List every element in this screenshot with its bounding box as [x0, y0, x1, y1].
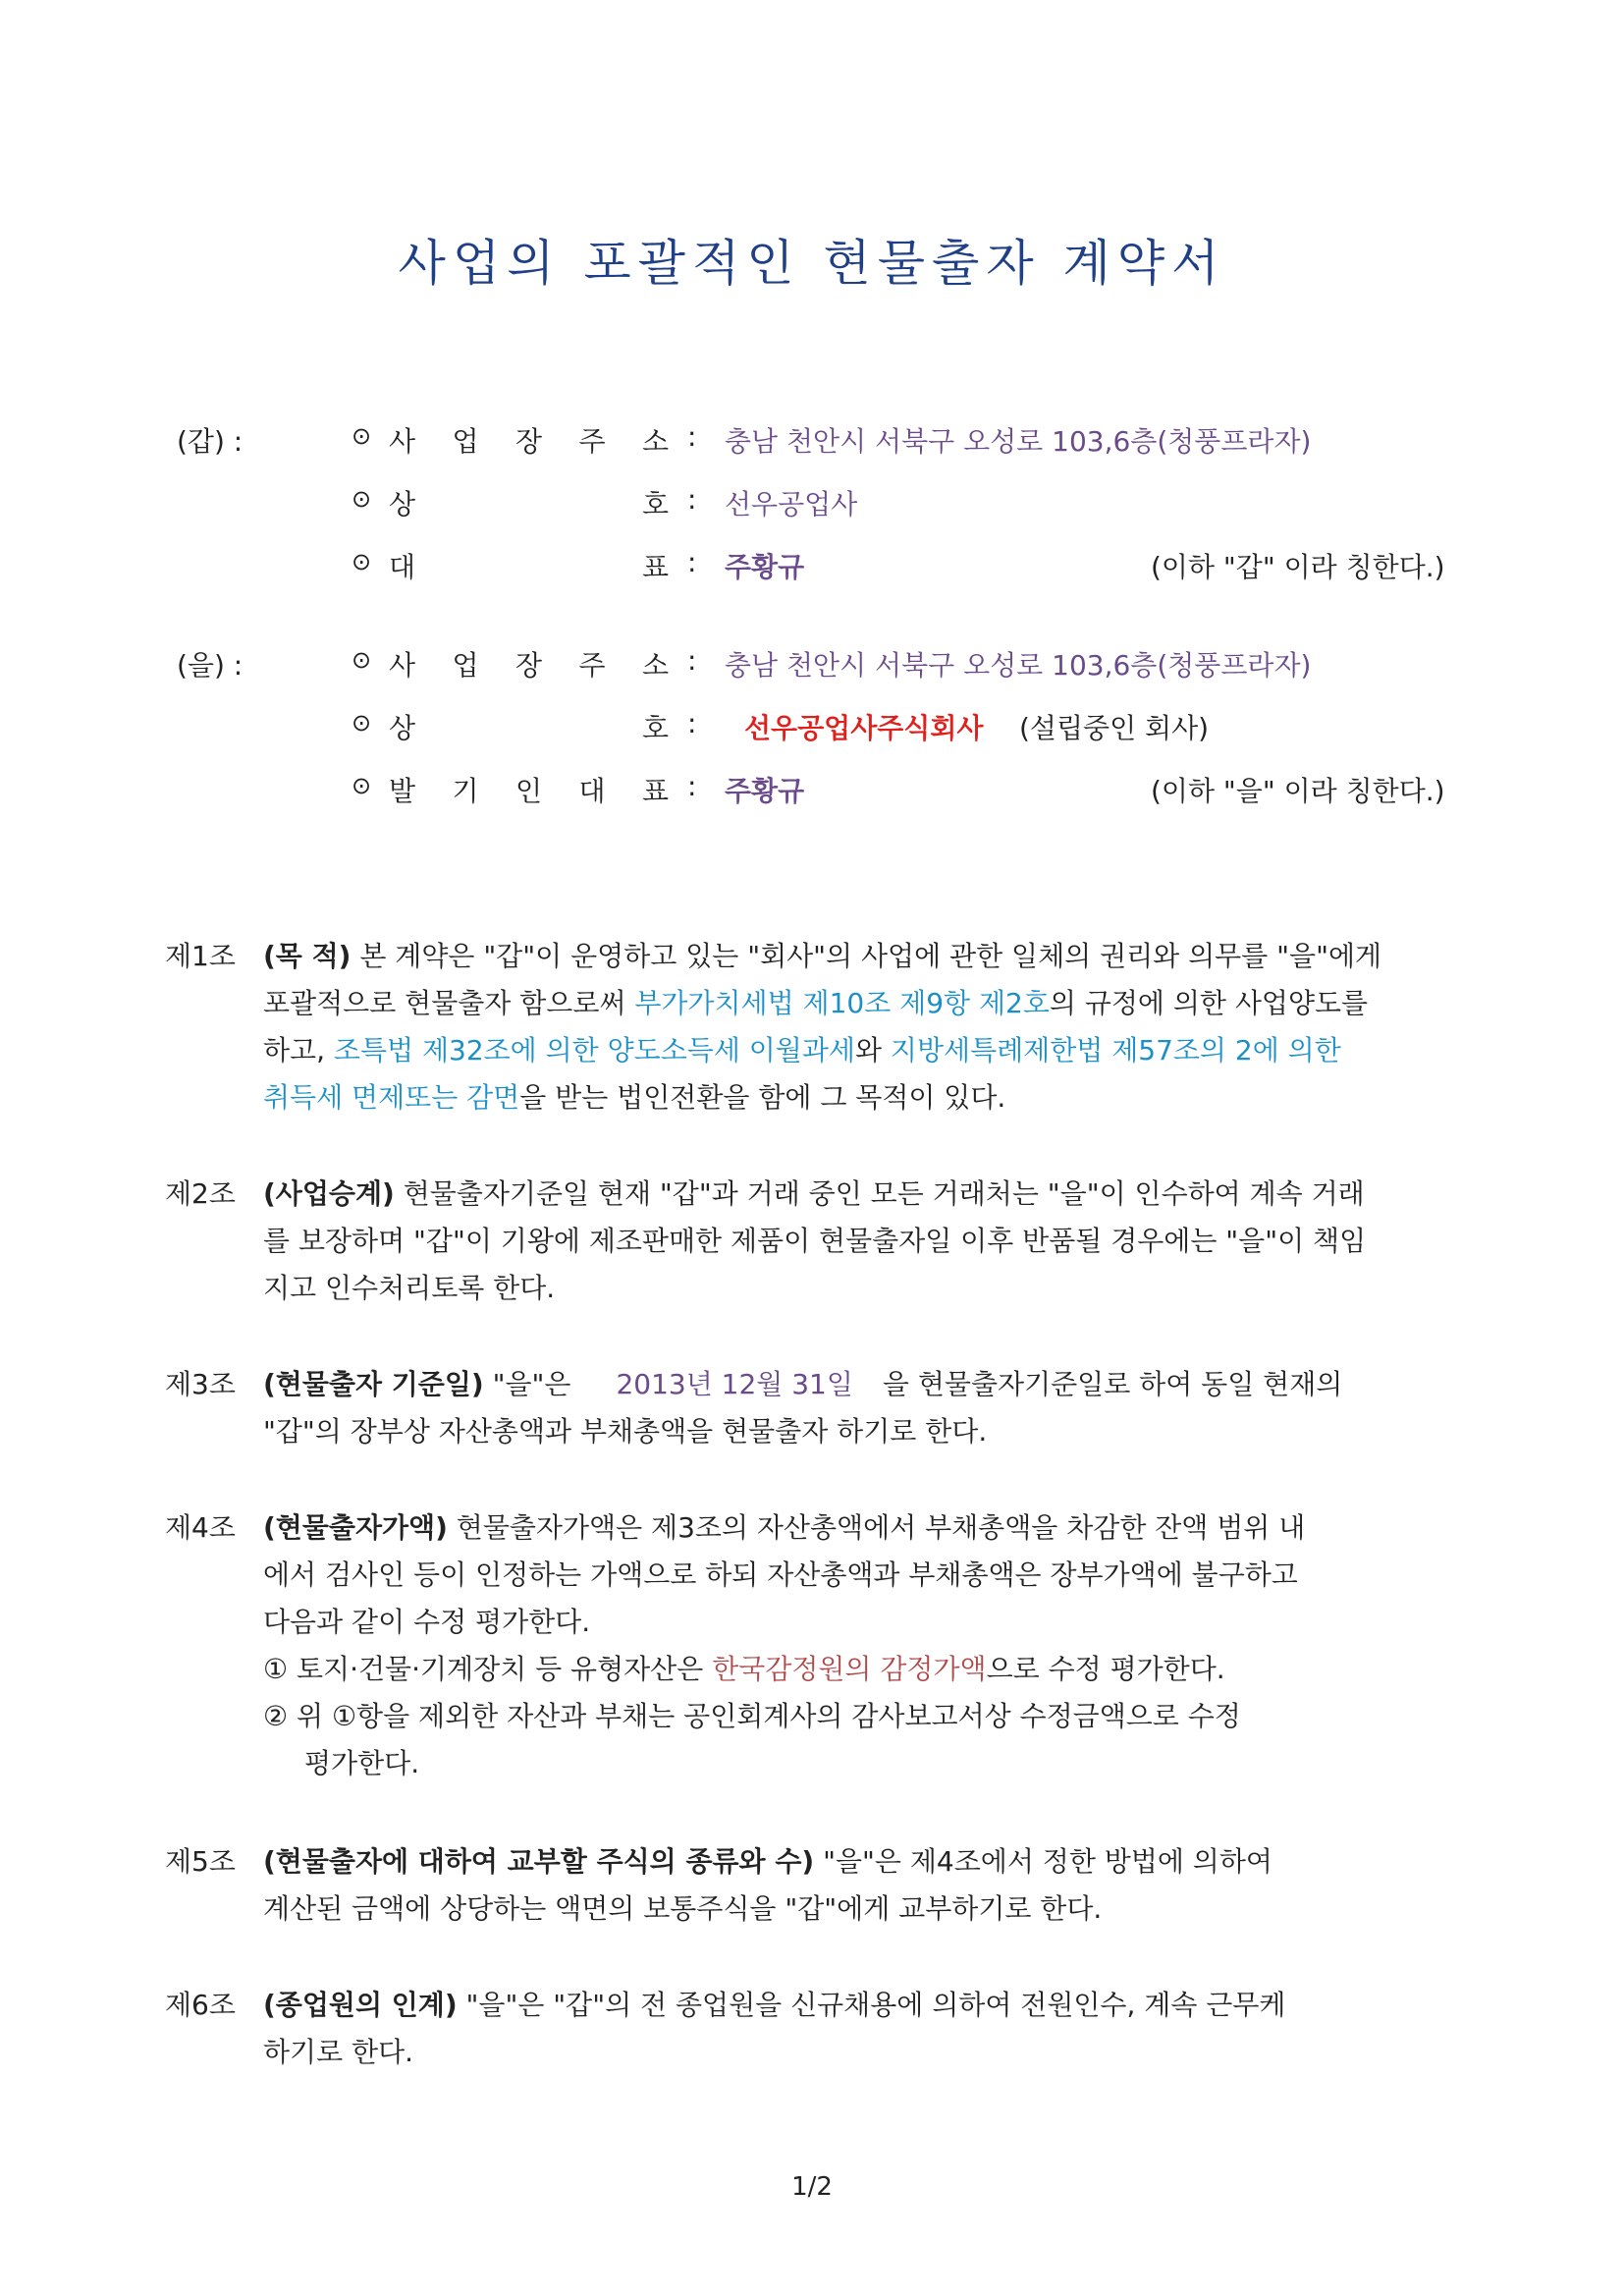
party-a-company: 선우공업사 [725, 488, 858, 520]
page-number: 1/2 [791, 2172, 833, 2202]
article-heading: (현물출자에 대하여 교부할 주식의 종류와 수) [263, 1845, 815, 1878]
article-number: 제6조 [165, 1989, 236, 2021]
article-heading: (사업승계) [263, 1177, 395, 1210]
reference-date: 2013년 12월 31일 [616, 1368, 853, 1400]
field-label-address: 사 업 장 주 소 [389, 425, 669, 458]
party-b-note: (이하 "을" 이라 칭한다.) [1151, 775, 1445, 807]
party-a-note: (이하 "갑" 이라 칭한다.) [1151, 551, 1445, 583]
party-b-company: 선우공업사주식회사 [744, 712, 984, 744]
article-number: 제1조 [165, 940, 236, 972]
party-a-label: (갑) : [177, 425, 244, 458]
field-label-rep: 발 기 인 대 표 [389, 775, 669, 807]
article-number: 제5조 [165, 1845, 236, 1878]
party-b-company-note: (설립중인 회사) [1019, 712, 1210, 744]
field-label-address: 사 업 장 주 소 [389, 649, 669, 682]
article-number: 제4조 [165, 1511, 236, 1544]
document-title: 사업의 포괄적인 현물출자 계약서 [398, 235, 1226, 292]
bullet-icon: ⊙ [352, 485, 372, 513]
article-number: 제2조 [165, 1177, 236, 1210]
contract-page: 사업의 포괄적인 현물출자 계약서 (갑) : ⊙ 사 업 장 주 소 : 충남 천안시 서북구 오성로 103,6층(청풍프라자) ⊙ 상 호 : 선우공업사 ⊙ 대 표 : 주황규 (이하 "갑" 이라 칭한다.) (을) : ⊙ 사 업 장 주 소 : 충남 천안시 서북구 오성로 103,6층(청풍프라자) ⊙ 상 호 : 선우공업사주식회사 (설립중인 회사) ⊙ 발 기 인 대 표 : 주황규 (이하 "을" 이라 칭한다.) 제1조 (목 적) 본 계약은 "갑"이 운영하고 있는 "회사"의 사업에 관한 일체의 권리와 의무를 "을"에게 포괄적으로 현물출자 함으로써 부가가치세법 제10조 제9항 제2호의 규정에 의한 사업양도를 하고, 조특법 제32조에 의한 양도소득세 이월과세와 지방세특례제한법 제57조의 2에 의한 취득세 면제또는 감면을 받는 법인전환을 함에 그 목적이 있다. 제2조 (사업승계) 현물출자기준일 현재 "갑"과 거래 중인 모든 거래처는 "을"이 인수하여 계속 거래 를 보장하며 "갑"이 기왕에 제조판매한 제품이 현물출자일 이후 반품될 경우에는 "을"이 책임 지고 인수처리토록 한다. 제3조 (현물출자 기준일) "을"은 2013년 12월 31일 을 현물출자기준일로 하여 동일 현재의 "갑"의 장부상 자산총액과 부채총액을 현물출자 하기로 한다. 제4조 (현물출자가액) 현물출자가액은 제3조의 자산총액에서 부채총액을 차감한 잔액 범위 내 에서 검사인 등이 인정하는 가액으로 하되 자산총액과 부채총액은 장부가액에 불구하고 다음과 같이 수정 평가한다. ① 토지·건물·기계장치 등 유형자산은 한국감정원의 감정가액으로 수정 평가한다. ② 위 ①항을 제외한 자산과 부채는 공인회계사의 감사보고서상 수정금액으로 수정 평가한다. 제5조 (현물출자에 대하여 교부할 주식의 종류와 수) "을"은 제4조에서 정한 방법에 의하여 계산된 금액에 상당하는 액면의 보통주식을 "갑"에게 교부하기로 한다. 제6조 (종업원의 인계) "을"은 "갑"의 전 종업원을 신규채용에 의하여 전원인수, 계속 근무케 하기로 한다. 1/2 [0, 0, 1624, 2296]
party-a-rep: 주황규 [725, 551, 805, 583]
field-label-company: 상 호 [389, 712, 669, 744]
party-a-address: 충남 천안시 서북구 오성로 103,6층(청풍프라자) [725, 425, 1312, 458]
party-b-label: (을) : [177, 649, 244, 682]
field-label-rep: 대 표 [389, 551, 669, 583]
article-heading: (목 적) [263, 940, 352, 972]
bullet-icon: ⊙ [352, 422, 372, 450]
bullet-icon: ⊙ [352, 646, 372, 674]
bullet-icon: ⊙ [352, 709, 372, 737]
article-heading: (종업원의 인계) [263, 1989, 458, 2021]
bullet-icon: ⊙ [352, 772, 372, 799]
field-label-company: 상 호 [389, 488, 669, 520]
bullet-icon: ⊙ [352, 548, 372, 575]
party-b-rep: 주황규 [725, 775, 805, 807]
article-heading: (현물출자가액) [263, 1511, 448, 1544]
article-number: 제3조 [165, 1368, 236, 1400]
party-b-address: 충남 천안시 서북구 오성로 103,6층(청풍프라자) [725, 649, 1312, 682]
article-heading: (현물출자 기준일) [263, 1368, 484, 1400]
